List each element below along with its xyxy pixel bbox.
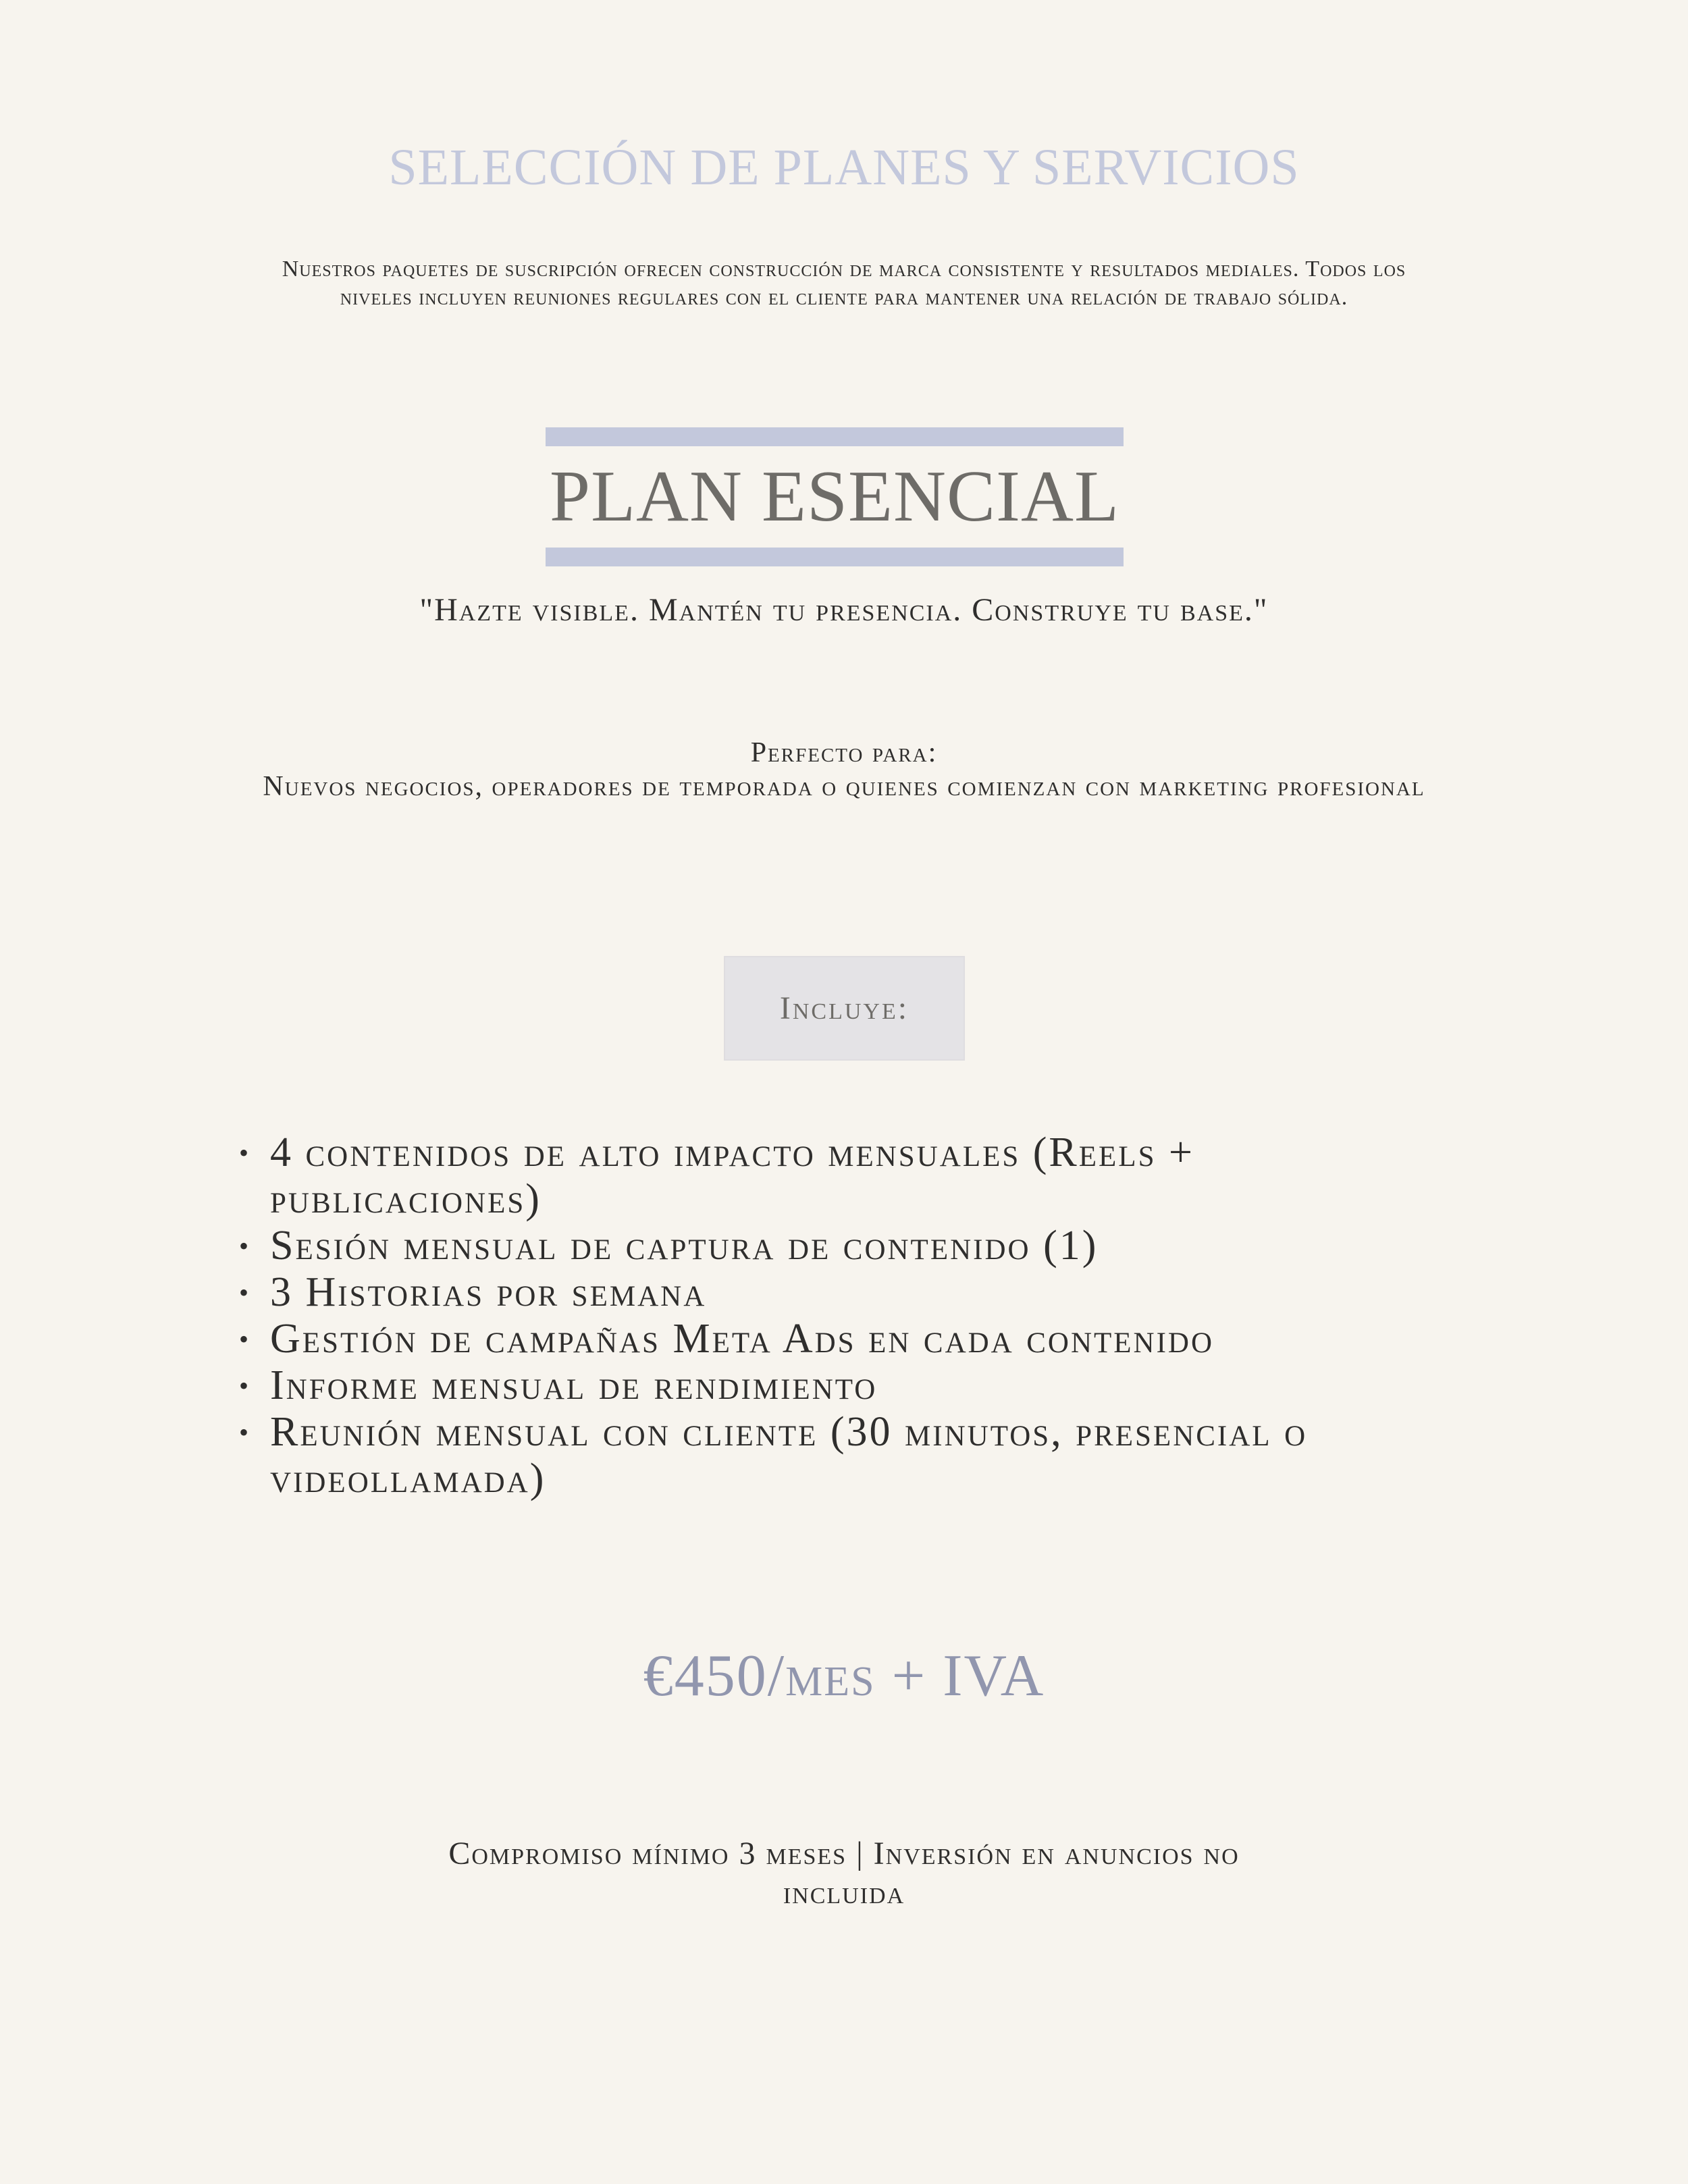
plan-tagline: "Hazte visible. Mantén tu presencia. Construye tu base." — [419, 592, 1269, 628]
plan-price: €450/mes + IVA — [643, 1643, 1045, 1709]
perfect-for-section — [0, 736, 1688, 803]
plan-header — [546, 427, 1124, 566]
page-title: SELECCIÓN DE PLANES Y SERVICIOS — [388, 139, 1300, 196]
list-item — [230, 1223, 1377, 1269]
bullet-icon: • — [239, 1138, 251, 1168]
list-item — [230, 1362, 1377, 1409]
feature-text: Sesión mensual de captura de contenido (1) — [270, 1223, 1099, 1269]
features-list — [230, 1129, 1377, 1502]
plan-bottom-bar — [546, 548, 1124, 566]
intro-paragraph: Nuestros paquetes de suscripción ofrecen construcción de marca consistente y resultados mediales. Todos los niveles incluyen reuniones regulares con el cliente para mantener una relación de trabajo sólida. — [282, 257, 1406, 310]
perfect-for-text: Nuevos negocios, operadores de temporada o quienes comienzan con marketing profesional — [263, 771, 1425, 802]
perfect-for-label: Perfecto para: — [750, 737, 938, 768]
bullet-icon: • — [239, 1277, 251, 1308]
bullet-icon: • — [239, 1417, 251, 1447]
list-item — [230, 1129, 1377, 1223]
includes-label: Incluye: — [724, 956, 965, 1061]
feature-text: Reunión mensual con cliente (30 minutos, presencial o videollamada) — [270, 1409, 1308, 1501]
bullet-icon: • — [239, 1370, 251, 1401]
plan-name: PLAN ESENCIAL — [550, 456, 1119, 537]
commitment-note: Compromiso mínimo 3 meses | Inversión en anuncios no incluida — [448, 1836, 1240, 1911]
bullet-icon: • — [239, 1324, 251, 1354]
feature-text: Informe mensual de rendimiento — [270, 1362, 878, 1408]
plan-top-bar — [546, 427, 1124, 446]
list-item — [230, 1409, 1377, 1502]
list-item — [230, 1316, 1377, 1362]
list-item — [230, 1269, 1377, 1316]
feature-text: 3 Historias por semana — [270, 1269, 707, 1315]
feature-text: Gestión de campañas Meta Ads en cada contenido — [270, 1316, 1215, 1362]
bullet-icon: • — [239, 1231, 251, 1261]
feature-text: 4 contenidos de alto impacto mensuales (Reels + publicaciones) — [270, 1129, 1194, 1222]
